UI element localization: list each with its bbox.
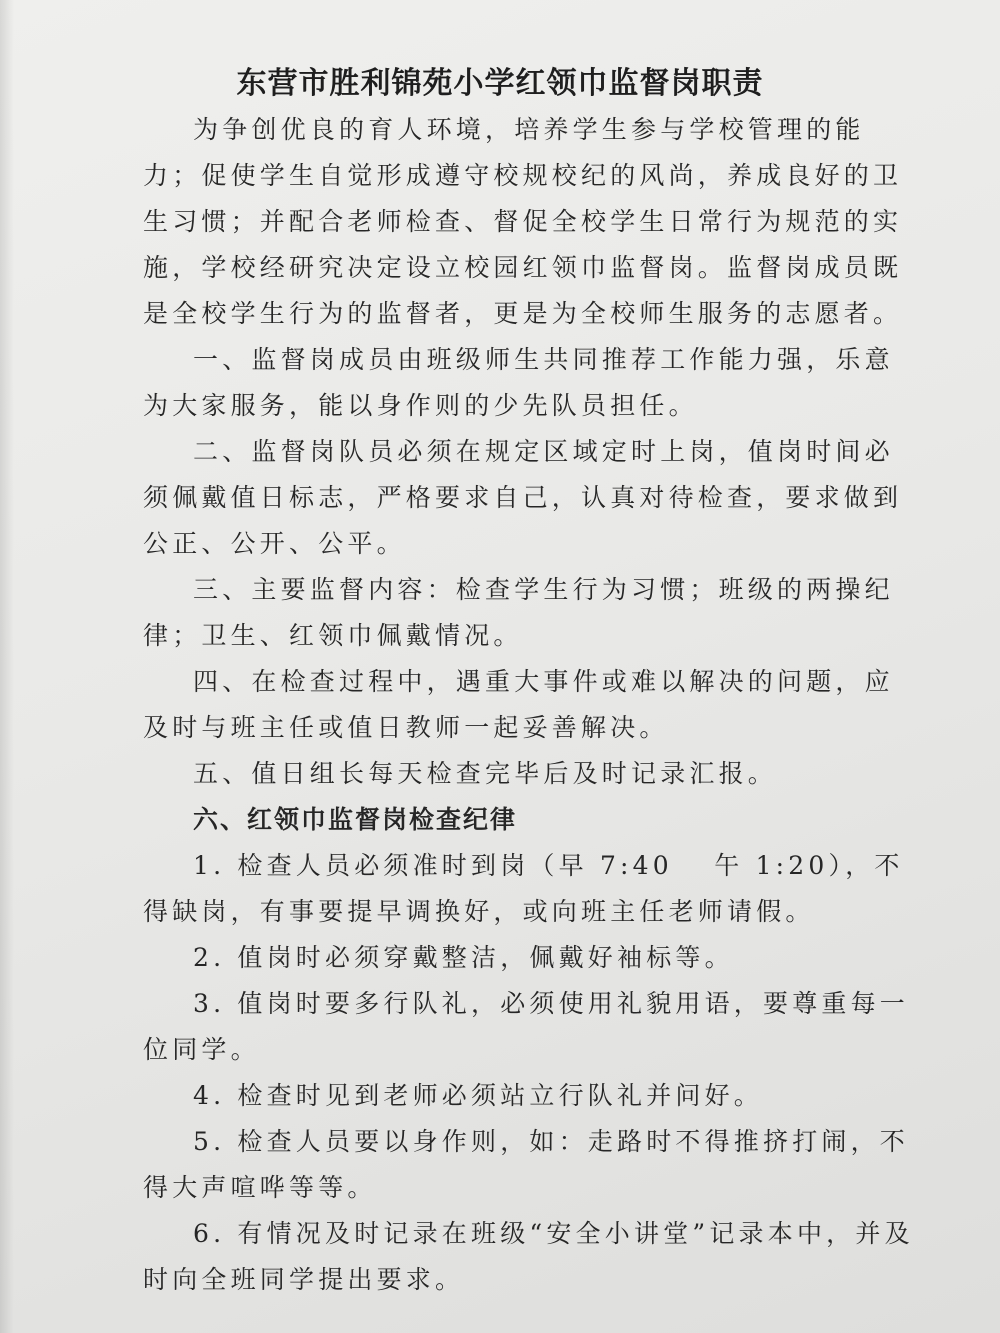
- duty-item-2: 二、监督岗队员必须在规定区域定时上岗，值岗时间必须佩戴值日标志，严格要求自己，认真对待检查，要求做到公正、公开、公平。: [143, 437, 903, 558]
- rule-item-3: 3. 值岗时要多行队礼，必须使用礼貌用语，要尊重每一位同学。: [143, 989, 910, 1064]
- section-heading: 六、红领巾监督岗检查纪律: [193, 805, 518, 834]
- rule-item-1: 1. 检查人员必须准时到岗（早 7:40 午 1:20），不得缺岗，有事要提早调换好，或向班主任老师请假。: [143, 851, 904, 926]
- document-body: [143, 107, 915, 1303]
- duty-item-4: 四、在检查过程中，遇重大事件或难以解决的问题，应及时与班主任或值日教师一起妥善解决。: [143, 667, 894, 742]
- intro-paragraph: 为争创优良的育人环境，培养学生参与学校管理的能力；促使学生自觉形成遵守校规校纪的风尚，养成良好的卫生习惯；并配合老师检查、督促全校学生日常行为规范的实施，学校经研究决定设立校园红领巾监督岗。监督岗成员既是全校学生行为的监督者，更是为全校师生服务的志愿者。: [143, 115, 903, 328]
- duty-item-1: 一、监督岗成员由班级师生共同推荐工作能力强，乐意为大家服务，能以身作则的少先队员担任。: [143, 345, 894, 420]
- rule-item-4: 4. 检查时见到老师必须站立行队礼并问好。: [193, 1081, 764, 1110]
- rule-item-2: 2. 值岗时必须穿戴整洁，佩戴好袖标等。: [193, 943, 734, 972]
- duty-item-3: 三、主要监督内容：检查学生行为习惯；班级的两操纪律；卫生、红领巾佩戴情况。: [143, 575, 894, 650]
- duty-item-5: 五、值日组长每天检查完毕后及时记录汇报。: [193, 759, 778, 788]
- rule-item-6: 6. 有情况及时记录在班级“安全小讲堂”记录本中，并及时向全班同学提出要求。: [143, 1219, 914, 1294]
- rule-item-5: 5. 检查人员要以身作则，如：走路时不得推挤打闹，不得大声喧哗等等。: [143, 1127, 910, 1202]
- page-title: 东营市胜利锦苑小学红领巾监督岗职责: [236, 66, 764, 101]
- page-edge-shadow: [0, 0, 14, 1333]
